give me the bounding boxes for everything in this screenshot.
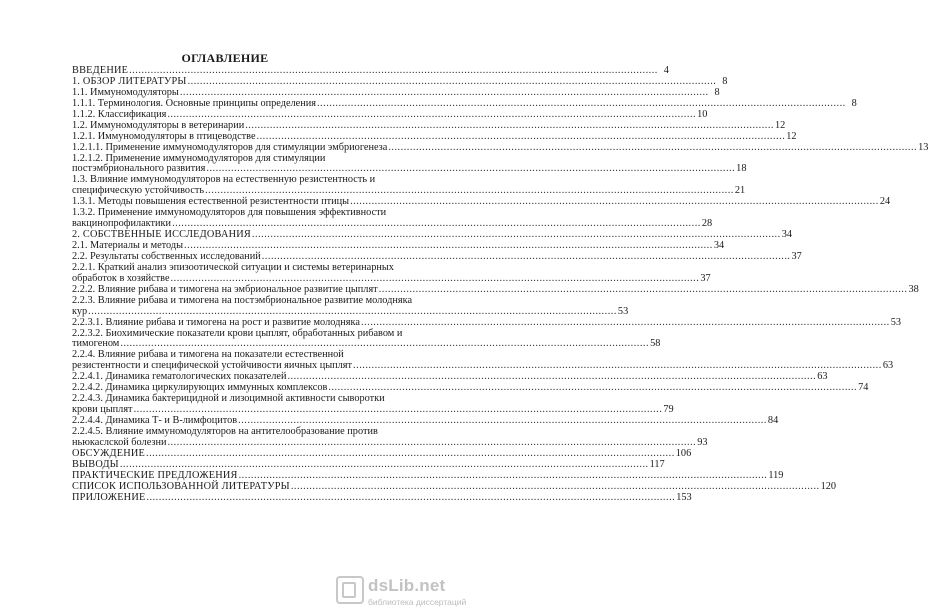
toc-entry-text: крови цыплят (72, 404, 133, 416)
toc-entry-page: 4 (663, 65, 669, 76)
toc-entry-page: 106 (675, 447, 692, 459)
toc-entry-text: 2.2.4. Влияние рибава и тимогена на показатели естественной (72, 349, 344, 361)
toc-entry-page: 58 (650, 338, 661, 350)
toc-entry (72, 316, 902, 329)
toc-entry-text: тимогеном (72, 338, 120, 350)
watermark (336, 576, 467, 608)
dot-leader (361, 318, 890, 329)
toc-entry-page: 117 (649, 458, 665, 470)
toc-entry-text: 1.3.2. Применение иммуномодуляторов для повышения эффективности (72, 207, 387, 219)
toc-entry-page: 38 (908, 283, 919, 295)
toc-entry-page: 63 (882, 360, 894, 372)
toc-entry-text: 2.2.4.1. Динамика гематологических показателей (72, 371, 287, 383)
toc-entry-text: 1.1.2. Классификация (72, 108, 167, 120)
toc-entry (72, 491, 692, 504)
toc-entry-text: 2.2.1. Краткий анализ эпизоотической ситуации и системы ветеринарных (72, 261, 394, 273)
dot-leader (379, 285, 908, 296)
toc-entry-page: 21 (734, 185, 746, 197)
toc-entry-page: 28 (701, 218, 713, 230)
toc-entry-text: 2. СОБСТВЕННЫЕ ИССЛЕДОВАНИЯ (72, 229, 251, 241)
watermark-subtitle: библиотека диссертаций (368, 597, 467, 607)
toc-entry-text: ПРИЛОЖЕНИЕ (72, 491, 146, 503)
toc-entry-text: ньюкаслской болезни (72, 436, 167, 448)
dot-leader (350, 197, 879, 208)
toc-entry-text: 2.2.3. Влияние рибава и тимогена на постэмбриональное развитие молодняка (72, 294, 413, 306)
toc-entry-page: 153 (676, 491, 692, 503)
toc-entry-page: 120 (820, 480, 837, 492)
toc-entry-page: 8 (714, 86, 720, 98)
toc-entry-text: 2.2.3.1. Влияние рибава и тимогена на рост и развитие молодняка (72, 316, 360, 328)
toc-entry-text: 2.2.4.4. Динамика Т- и В-лимфоцитов (72, 415, 238, 426)
toc-entry-text: 1.1.1. Терминология. Основные принципы определения (72, 97, 316, 109)
dot-leader (388, 143, 917, 154)
dot-leader (291, 482, 820, 493)
toc-entry-page: 119 (768, 469, 784, 481)
toc-entry-text: СПИСОК ИСПОЛЬЗОВАННОЙ ЛИТЕРАТУРЫ (72, 480, 290, 492)
toc-entry-text: 1.1. Иммуномодуляторы (72, 86, 179, 98)
book-icon (336, 576, 364, 604)
toc-entry-page: 79 (663, 404, 674, 416)
toc-entry-text: 2.2.3.2. Биохимические показатели крови цыплят, обработанных рибавом и (72, 327, 403, 339)
dot-leader (239, 471, 768, 482)
toc-entry-text: 1.2.1. Иммуномодуляторы в птицеводстве (72, 130, 256, 142)
toc-entry-text: 2.2. Результаты собственных исследований (72, 250, 261, 262)
watermark-logo: dsLib.net (368, 576, 446, 595)
toc-entry-page: 8 (851, 97, 857, 109)
toc-entry-text: 2.2.4.3. Динамика бактерицидной и лизоцимной активности сыворотки (72, 393, 385, 405)
toc-entry-text: 2.1. Материалы и методы (72, 240, 184, 251)
dot-leader (328, 383, 857, 394)
toc-entry-text: 2.2.2. Влияние рибава и тимогена на эмбриональное развитие цыплят (72, 283, 378, 295)
toc-entry-page: 12 (786, 130, 797, 142)
toc-entry-page: 53 (890, 316, 902, 328)
toc-entry (72, 130, 797, 143)
toc-entry-page: 93 (697, 436, 708, 448)
dot-leader (257, 132, 786, 143)
dot-leader (146, 493, 675, 504)
toc-entry-text: ВВЕДЕНИЕ (72, 65, 129, 76)
toc-entry-page: 18 (736, 163, 747, 175)
toc-entry-text: 1.3.1. Методы повышения естественной резистентности птицы (72, 196, 350, 208)
toc-entry-page: 34 (781, 229, 792, 241)
toc-entry-text: резистентности и специфической устойчивости яичных цыплят (72, 360, 353, 372)
toc-entry-text: ПРАКТИЧЕСКИЕ ПРЕДЛОЖЕНИЯ (72, 469, 238, 481)
table-of-contents (72, 65, 928, 504)
toc-entry-page: 84 (767, 415, 779, 426)
toc-entry-page: 63 (817, 371, 828, 383)
toc-entry-page: 10 (697, 108, 708, 120)
toc-entry-page: 37 (791, 250, 802, 262)
toc-entry-text: постэмбрионального развития (72, 163, 206, 175)
toc-entry-page: 24 (879, 196, 891, 208)
toc-entry-text: вакцинопрофилактики (72, 218, 172, 230)
toc-entry-page: 34 (713, 240, 725, 251)
toc-entry (72, 296, 414, 307)
toc-entry (72, 119, 786, 132)
toc-entry-text: 1.2. Иммуномодуляторы в ветеринарии (72, 119, 245, 131)
toc-entry-text: 1.3. Влияние иммуномодуляторов на естественную резистентность и (72, 174, 376, 186)
page-title: ОГЛАВЛЕНИЕ (181, 51, 269, 65)
toc-entry-page: 53 (617, 305, 629, 317)
dot-leader (245, 121, 774, 132)
toc-entry-text: 2.2.4.5. Влияние иммуномодуляторов на антителообразование против (72, 425, 378, 437)
toc-entry-page: 13 (918, 141, 928, 153)
toc-entry-text: 1. ОБЗОР ЛИТЕРАТУРЫ (72, 75, 187, 87)
toc-entry-text: специфическую устойчивость (72, 185, 205, 197)
toc-entry-text: ОБСУЖДЕНИЕ (72, 447, 146, 459)
toc-entry-page: 37 (700, 272, 711, 284)
toc-entry-text: 2.2.4.2. Динамика циркулирующих иммунных комплексов (72, 382, 328, 394)
toc-entry-text: обработок в хозяйстве (72, 272, 170, 284)
toc-entry-text: 1.2.1.2. Применение иммуномодуляторов для стимуляции (72, 152, 326, 164)
toc-entry-text: кур (72, 305, 88, 317)
toc-entry-page: 12 (774, 119, 786, 131)
toc-entry-page: 8 (722, 75, 728, 87)
toc-entry-text: 1.2.1.1. Применение иммуномодуляторов для стимуляции эмбриогенеза (72, 141, 388, 153)
toc-entry (72, 141, 928, 154)
dot-leader (88, 307, 617, 318)
toc-entry (72, 305, 629, 318)
toc-entry (72, 480, 837, 493)
toc-entry-page: 74 (858, 382, 869, 394)
toc-entry-text: ВЫВОДЫ (72, 458, 119, 470)
toc-entry (72, 469, 784, 482)
